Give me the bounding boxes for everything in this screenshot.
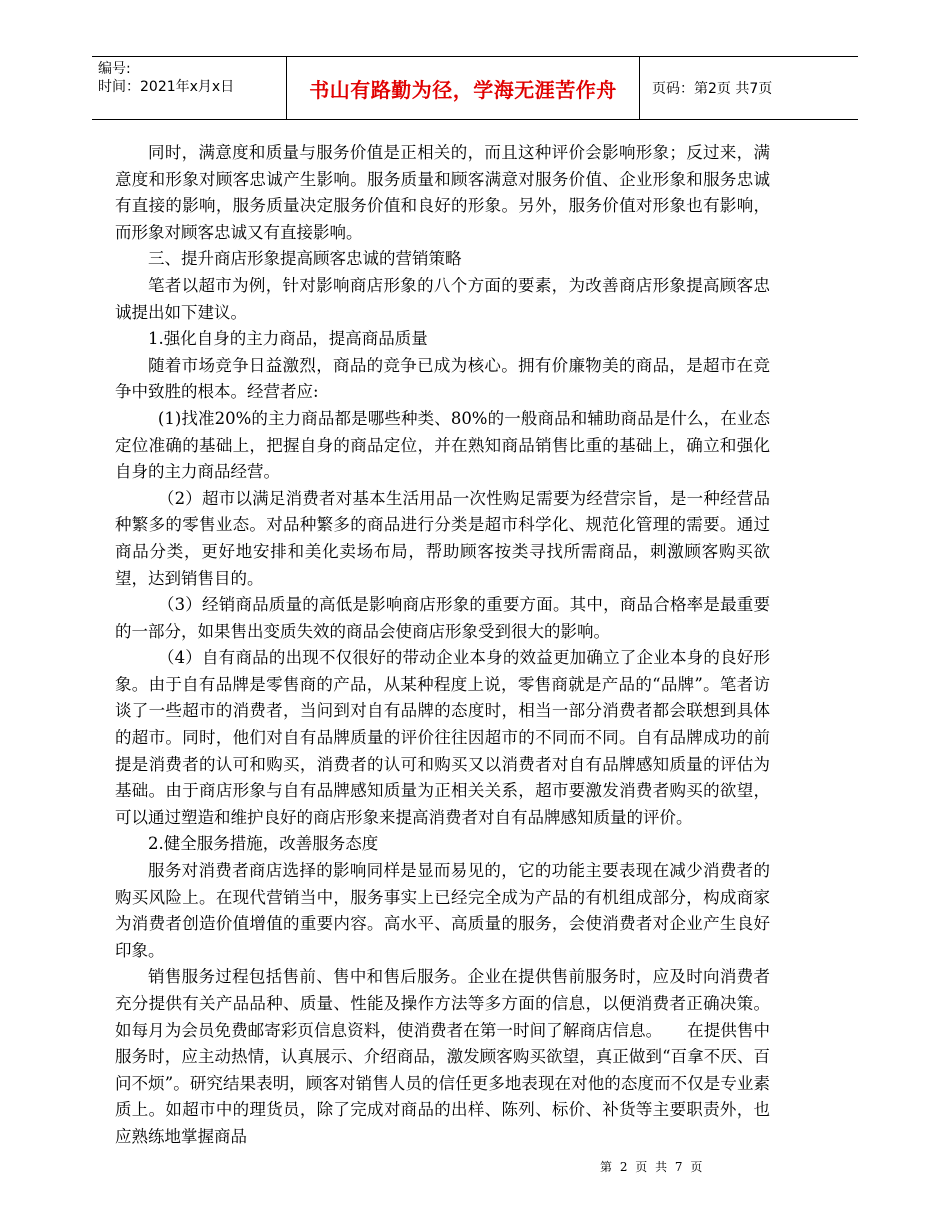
header-motto: 书山有路勤为径，学海无涯苦作舟	[286, 57, 640, 119]
subsection-heading: 2.健全服务措施，改善服务态度	[148, 834, 379, 854]
list-item: （3）经销商品质量的高低是影响商店形象的重要方面。其中，商品合格率是最重要的一部分，如果售出变质失效的商品会使商店形象受到很大的影响。	[115, 595, 770, 641]
document-date: 时间：2021年x月x日	[98, 79, 235, 95]
page-header	[92, 56, 858, 120]
document-number-label: 编号:	[98, 61, 131, 77]
paragraph: 笔者以超市为例，针对影响商店形象的八个方面的要素，为改善商店形象提高顾客忠诚提出如下建议。	[115, 275, 770, 322]
footer-page-number: 第 2 页 共 7 页	[600, 1160, 705, 1174]
section-heading: 三、提升商店形象提高顾客忠诚的营销策略	[148, 249, 462, 269]
subsection-heading: 1.强化自身的主力商品，提高商品质量	[148, 329, 428, 349]
list-item: （2）超市以满足消费者对基本生活用品一次性购足需要为经营宗旨，是一种经营品种繁多的零售业态。对品种繁多的商品进行分类是超市科学化、规范化管理的需要。通过商品分类，更好地安排和美化卖场布局，帮助顾客按类寻找所需商品，刺激顾客购买欲望，达到销售目的。	[115, 488, 770, 588]
header-page-info: 页码：第2页 共7页	[652, 81, 773, 97]
list-item: （4）自有商品的出现不仅很好的带动企业本身的效益更加确立了企业本身的良好形象。由于自有品牌是零售商的产品，从某种程度上说，零售商就是产品的“品牌”。笔者访谈了一些超市的消费者，当问到对自有品牌的态度时，相当一部分消费者都会联想到具体的超市。同时，他们对自有品牌质量的评价往往因超市的不同而不同。自有品牌成功的前提是消费者的认可和购买，消费者的认可和购买又以消费者对自有品牌感知质量的评估为基础。由于商店形象与自有品牌感知质量为正相关关系，超市要激发消费者购买的欲望，可以通过塑造和维护良好的商店形象来提高消费者对自有品牌感知质量的评价。	[115, 648, 770, 827]
header-meta	[92, 57, 286, 119]
paragraph: 服务对消费者商店选择的影响同样是显而易见的，它的功能主要表现在减少消费者的购买风险上。在现代营销当中，服务事实上已经完全成为产品的有机组成部分，构成商家为消费者创造价值增值的重要内容。高水平、高质量的服务，会使消费者对企业产生良好印象。	[115, 861, 770, 960]
paragraph: 销售服务过程包括售前、售中和售后服务。企业在提供售前服务时，应及时向消费者充分提供有关产品品种、质量、性能及操作方法等多方面的信息，以便消费者正确决策。如每月为会员免费邮寄彩页信息资料，使消费者在第一时间了解商店信息。 在提供售中服务时，应主动热情，认真展示、介绍商品，激发顾客购买欲望，真正做到“百拿不厌、百问不烦”。研究结果表明，顾客对销售人员的信任更多地表现在对他的态度而不仅是专业素质上。如超市中的理货员，除了完成对商品的出样、陈列、标价、补货等主要职责外，也应熟练地掌握商品	[115, 967, 770, 1146]
list-item: (1)找准20%的主力商品都是哪些种类、80%的一般商品和辅助商品是什么，在业态定位准确的基础上，把握自身的商品定位，并在熟知商品销售比重的基础上，确立和强化自身的主力商品经营。	[115, 408, 770, 482]
paragraph: 随着市场竞争日益激烈，商品的竞争已成为核心。拥有价廉物美的商品，是超市在竞争中致胜的根本。经营者应:	[115, 355, 770, 402]
document-body	[115, 140, 770, 1151]
paragraph: 同时，满意度和质量与服务价值是正相关的，而且这种评价会影响形象；反过来，满意度和形象对顾客忠诚产生影响。服务质量和顾客满意对服务价值、企业形象和服务忠诚有直接的影响，服务质量决定服务价值和良好的形象。另外，服务价值对形象也有影响，而形象对顾客忠诚又有直接影响。	[115, 143, 770, 242]
